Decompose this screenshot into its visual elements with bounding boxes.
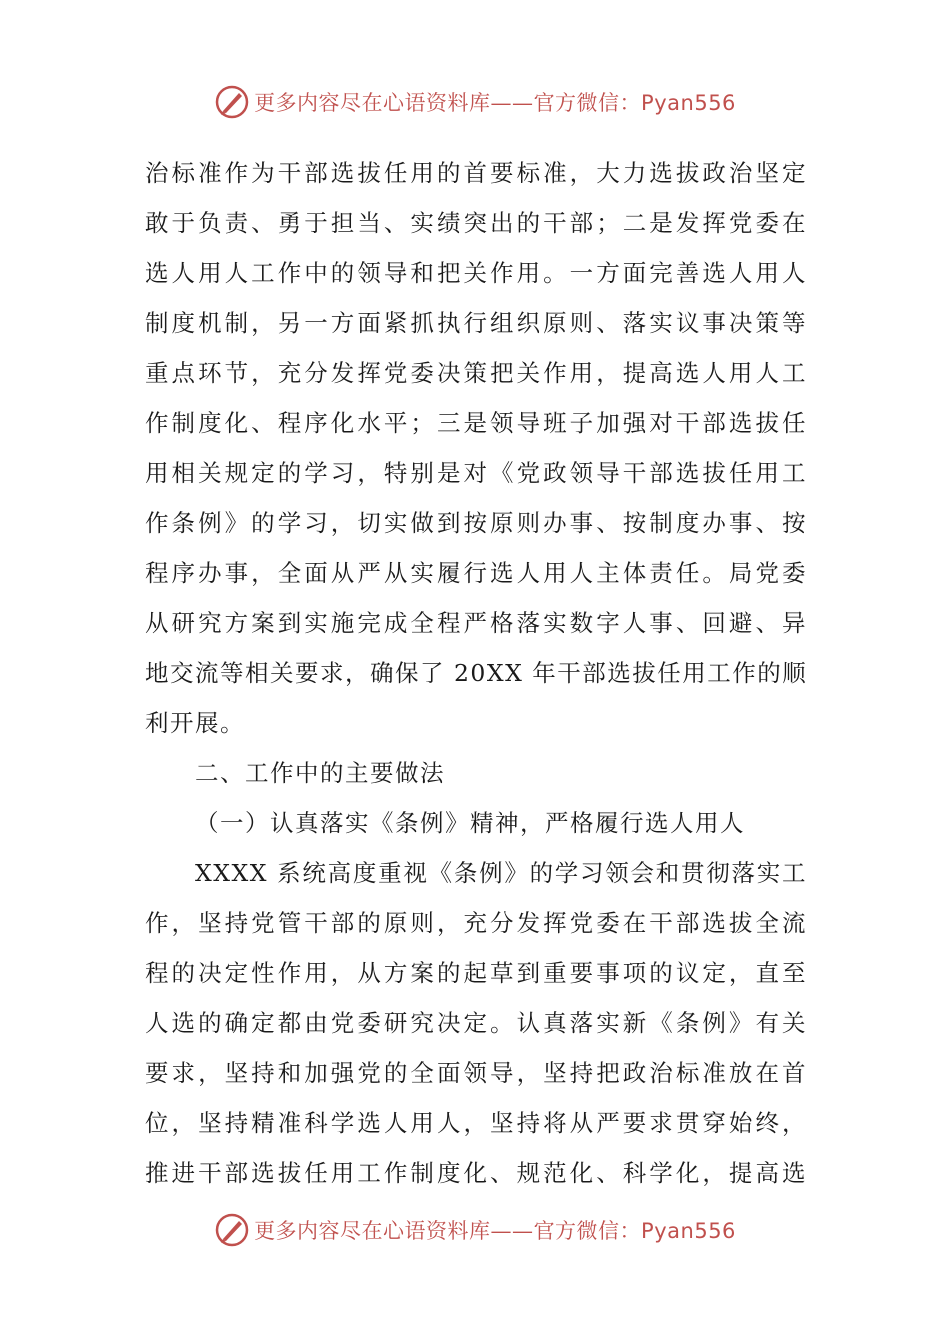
body-line: 用相关规定的学习，特别是对《党政领导干部选拔任用工 (145, 459, 807, 487)
body-line: 程序办事，全面从严从实履行选人用人主体责任。局党委 (145, 559, 807, 587)
pen-logo-icon (214, 84, 250, 120)
subsection-heading: （一）认真落实《条例》精神，严格履行选人用人 (195, 809, 745, 837)
body-line: 作条例》的学习，切实做到按原则办事、按制度办事、按 (145, 509, 807, 537)
section-heading: 二、工作中的主要做法 (195, 759, 445, 787)
body-line: 从研究方案到实施完成全程严格落实数字人事、回避、异 (145, 609, 807, 637)
body-line: 制度机制，另一方面紧抓执行组织原则、落实议事决策等 (145, 309, 807, 337)
body-line: 推进干部选拔任用工作制度化、规范化、科学化，提高选 (145, 1159, 807, 1187)
body-line: 利开展。 (145, 709, 245, 737)
watermark-text: 更多内容尽在心语资料库——官方微信：Pyan556 (254, 91, 736, 115)
body-line: 作，坚持党管干部的原则，充分发挥党委在干部选拔全流 (145, 909, 807, 937)
document-body (145, 148, 807, 1198)
pen-logo-icon (214, 1212, 250, 1248)
watermark-banner-bottom (0, 1210, 950, 1250)
body-line: 敢于负责、勇于担当、实绩突出的干部；二是发挥党委在 (145, 209, 807, 237)
body-line: XXXX 系统高度重视《条例》的学习领会和贯彻落实工 (195, 859, 807, 887)
body-line: 地交流等相关要求，确保了 20XX 年干部选拔任用工作的顺 (145, 659, 808, 687)
watermark-banner-top (0, 82, 950, 122)
body-line: 程的决定性作用，从方案的起草到重要事项的议定，直至 (145, 959, 807, 987)
body-line: 治标准作为干部选拔任用的首要标准，大力选拔政治坚定 (145, 159, 807, 187)
body-line: 选人用人工作中的领导和把关作用。一方面完善选人用人 (145, 259, 807, 287)
body-line: 要求，坚持和加强党的全面领导，坚持把政治标准放在首 (145, 1059, 807, 1087)
watermark-text: 更多内容尽在心语资料库——官方微信：Pyan556 (254, 1219, 736, 1243)
body-line: 重点环节，充分发挥党委决策把关作用，提高选人用人工 (145, 359, 807, 387)
body-line: 作制度化、程序化水平；三是领导班子加强对干部选拔任 (145, 409, 807, 437)
body-line: 位，坚持精准科学选人用人，坚持将从严要求贯穿始终， (145, 1109, 807, 1137)
body-line: 人选的确定都由党委研究决定。认真落实新《条例》有关 (145, 1009, 807, 1037)
